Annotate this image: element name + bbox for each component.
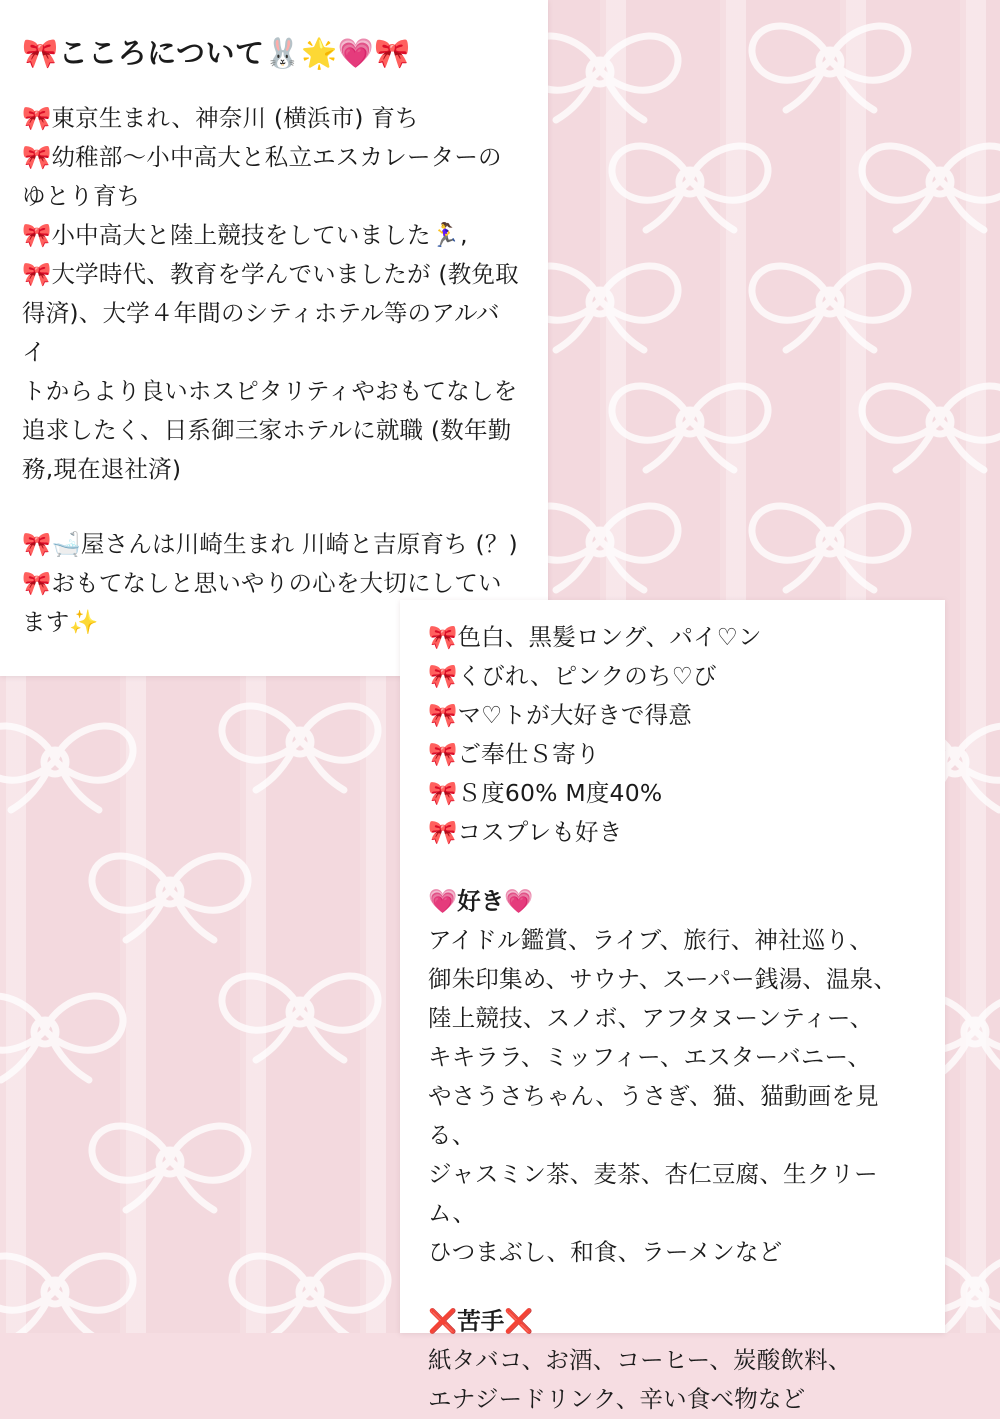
profile-card [0, 0, 548, 676]
likes-line: キキララ、ミッフィー、エスターバニー、 [428, 1044, 872, 1070]
profile-line: ます✨ [22, 608, 99, 637]
likes-list [428, 921, 921, 1272]
dislikes-line: 紙タバコ、お酒、コーヒー、炭酸飲料、 [428, 1347, 852, 1373]
trait-item: 🎀ご奉仕Ｓ寄り [428, 740, 600, 768]
profile-line: 追求したく、日系御三家ホテルに就職 (数年勤 [22, 416, 512, 445]
likes-heading: 💗好き💗 [428, 887, 534, 915]
likes-line: 陸上競技、スノボ、アフタヌーンティー、 [428, 1005, 874, 1031]
profile-heading: 🎀こころについて🐰🌟💗🎀 [22, 36, 411, 70]
paragraph-spacer [22, 489, 522, 525]
likes-line: やさうさちゃん、うさぎ、猫、猫動画を見る、 [428, 1083, 879, 1148]
likes-line: ジャスミン茶、麦茶、杏仁豆腐、生クリーム、 [428, 1161, 878, 1226]
section-spacer [428, 852, 921, 882]
profile-line: トからより良いホスピタリティやおもてなしを [22, 377, 518, 406]
likes-line: アイドル鑑賞、ライブ、旅行、神社巡り、 [428, 927, 873, 953]
details-card [400, 600, 945, 1412]
profile-line: 🎀おもてなしと思いやりの心を大切にしてい [22, 569, 502, 598]
profile-line: ゆとり育ち [22, 182, 141, 211]
profile-line: 🎀小中高大と陸上競技をしていました🏃‍♀️, [22, 221, 468, 250]
traits-list [428, 618, 921, 852]
profile-line: 🎀大学時代、教育を学んでいましたが (教免取 [22, 260, 519, 289]
trait-item: 🎀コスプレも好き [428, 818, 623, 846]
likes-line: ひつまぶし、和食、ラーメンなど [428, 1239, 783, 1265]
trait-item: 🎀マ♡トが大好きで得意 [428, 701, 693, 729]
profile-line: 🎀幼稚部〜小中高大と私立エスカレーターの [22, 143, 502, 172]
section-spacer [428, 1272, 921, 1302]
likes-line: 御朱印集め、サウナ、スーパー銭湯、温泉、 [428, 966, 898, 992]
profile-paragraph-1 [22, 99, 522, 489]
trait-item: 🎀くびれ、ピンクのち♡び [428, 662, 717, 690]
dislikes-line: エナジードリンク、辛い食べ物など [428, 1386, 806, 1412]
trait-item: 🎀Ｓ度60% M度40% [428, 779, 663, 807]
profile-line: 🎀東京生まれ、神奈川 (横浜市) 育ち [22, 104, 419, 133]
profile-line: 得済)、大学４年間のシティホテル等のアルバイ [22, 299, 500, 367]
profile-line: 務,現在退社済) [22, 455, 182, 484]
trait-item: 🎀色白、黒髪ロング、パイ♡ン [428, 623, 762, 651]
profile-line: 🎀🛁屋さんは川崎生まれ 川崎と吉原育ち (？) [22, 530, 518, 559]
dislikes-list [428, 1341, 921, 1419]
dislikes-heading: ❌苦手❌ [428, 1307, 534, 1335]
